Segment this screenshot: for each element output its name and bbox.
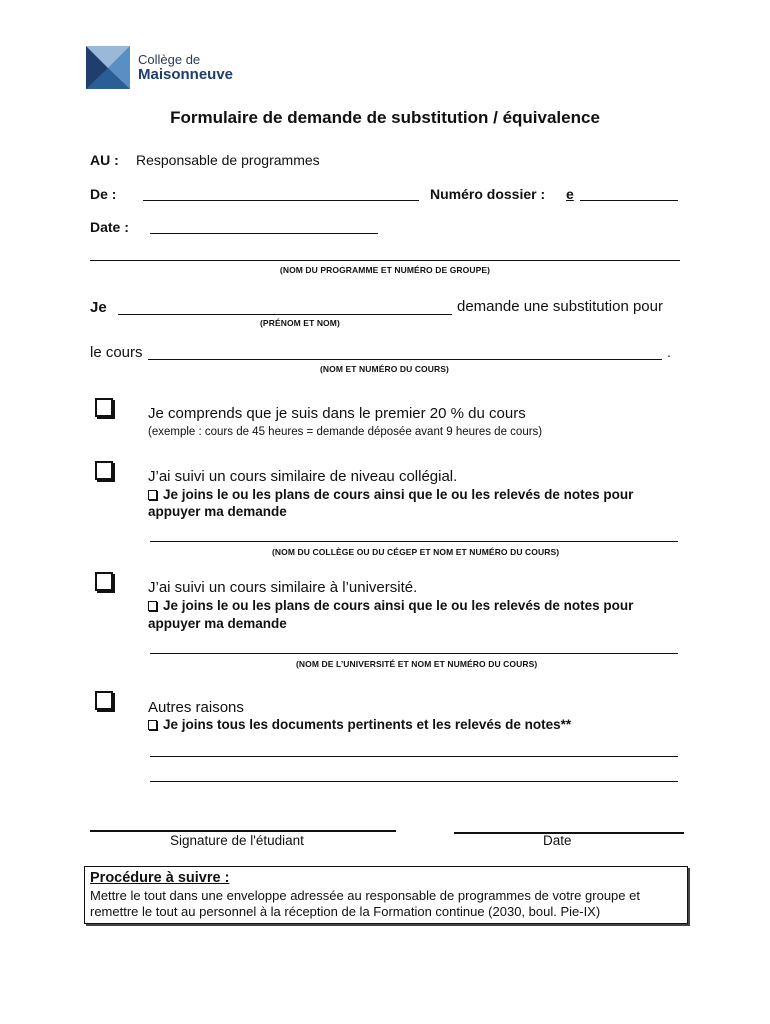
- other-reason-field-1[interactable]: [150, 756, 678, 757]
- au-value: Responsable de programmes: [136, 152, 320, 168]
- option-sub-line1: [148, 487, 633, 502]
- sub-checkbox[interactable]: [148, 720, 157, 730]
- date-signature-label: Date: [543, 833, 572, 848]
- option-title: J’ai suivi un cours similaire à l’université.: [148, 579, 418, 596]
- signature-label: Signature de l'étudiant: [170, 833, 304, 848]
- university-caption: (NOM DE L’UNIVERSITÉ ET NOM ET NUMÉRO DU COURS): [296, 659, 538, 669]
- page-title: Formulaire de demande de substitution / équivalence: [170, 108, 600, 127]
- option-sub-line1: [148, 717, 571, 732]
- je-label: Je: [90, 299, 107, 316]
- option-sub-line2: appuyer ma demande: [148, 504, 287, 519]
- programme-field[interactable]: [90, 260, 680, 261]
- logo-line2: Maisonneuve: [138, 66, 234, 83]
- option-sub-text: Je joins le ou les plans de cours ainsi que le ou les relevés de notes pour: [163, 487, 634, 502]
- option-checkbox[interactable]: [95, 398, 113, 417]
- de-field[interactable]: [143, 200, 419, 201]
- option-title: Autres raisons: [148, 699, 244, 716]
- procedure-line2: remettre le tout au personnel à la réception de la Formation continue (2030, boul. Pie-IX): [90, 904, 601, 919]
- name-caption: (PRÉNOM ET NOM): [260, 318, 340, 328]
- option-title: Je comprends que je suis dans le premier 20 % du cours: [148, 405, 526, 422]
- name-field[interactable]: [118, 314, 452, 315]
- programme-caption: (NOM DU PROGRAMME ET NUMÉRO DE GROUPE): [279, 265, 491, 275]
- logo-line1: Collège de: [138, 52, 201, 67]
- procedure-title: Procédure à suivre :: [90, 870, 230, 886]
- date-field[interactable]: [150, 233, 378, 234]
- procedure-line1: Mettre le tout dans une enveloppe adressée au responsable de programmes de votre groupe et: [90, 888, 640, 903]
- college-field[interactable]: [150, 541, 678, 542]
- cours-label: le cours: [90, 344, 143, 361]
- university-field[interactable]: [150, 653, 678, 654]
- cours-end: .: [667, 344, 671, 360]
- option-sub-text: Je joins tous les documents pertinents et les relevés de notes**: [163, 717, 572, 732]
- dossier-value: e: [566, 186, 574, 202]
- date-label: Date :: [90, 219, 129, 235]
- option-sub-text: Je joins le ou les plans de cours ainsi que le ou les relevés de notes pour: [163, 598, 634, 613]
- college-caption: (NOM DU COLLÈGE OU DU CÉGEP ET NOM ET NUMÉRO DU COURS): [272, 547, 560, 557]
- option-sub-line2: appuyer ma demande: [148, 616, 287, 631]
- dossier-field[interactable]: [580, 200, 678, 201]
- procedure-box: [84, 866, 688, 924]
- signature-line[interactable]: [90, 830, 396, 832]
- option-title: J’ai suivi un cours similaire de niveau collégial.: [148, 468, 458, 485]
- sub-checkbox[interactable]: [148, 490, 157, 500]
- option-checkbox[interactable]: [95, 691, 113, 710]
- au-label: AU :: [90, 152, 119, 168]
- dossier-label: Numéro dossier :: [430, 186, 546, 202]
- sub-checkbox[interactable]: [148, 601, 157, 611]
- cours-caption: (NOM ET NUMÉRO DU COURS): [320, 364, 449, 374]
- option-checkbox[interactable]: [95, 461, 113, 480]
- option-checkbox[interactable]: [95, 572, 113, 591]
- option-note: (exemple : cours de 45 heures = demande déposée avant 9 heures de cours): [148, 426, 543, 438]
- other-reason-field-2[interactable]: [150, 781, 678, 782]
- option-sub-line1: [148, 598, 633, 613]
- de-label: De :: [90, 186, 117, 202]
- je-text: demande une substitution pour: [457, 298, 663, 315]
- college-logo-icon: [86, 46, 130, 89]
- cours-field[interactable]: [148, 359, 662, 360]
